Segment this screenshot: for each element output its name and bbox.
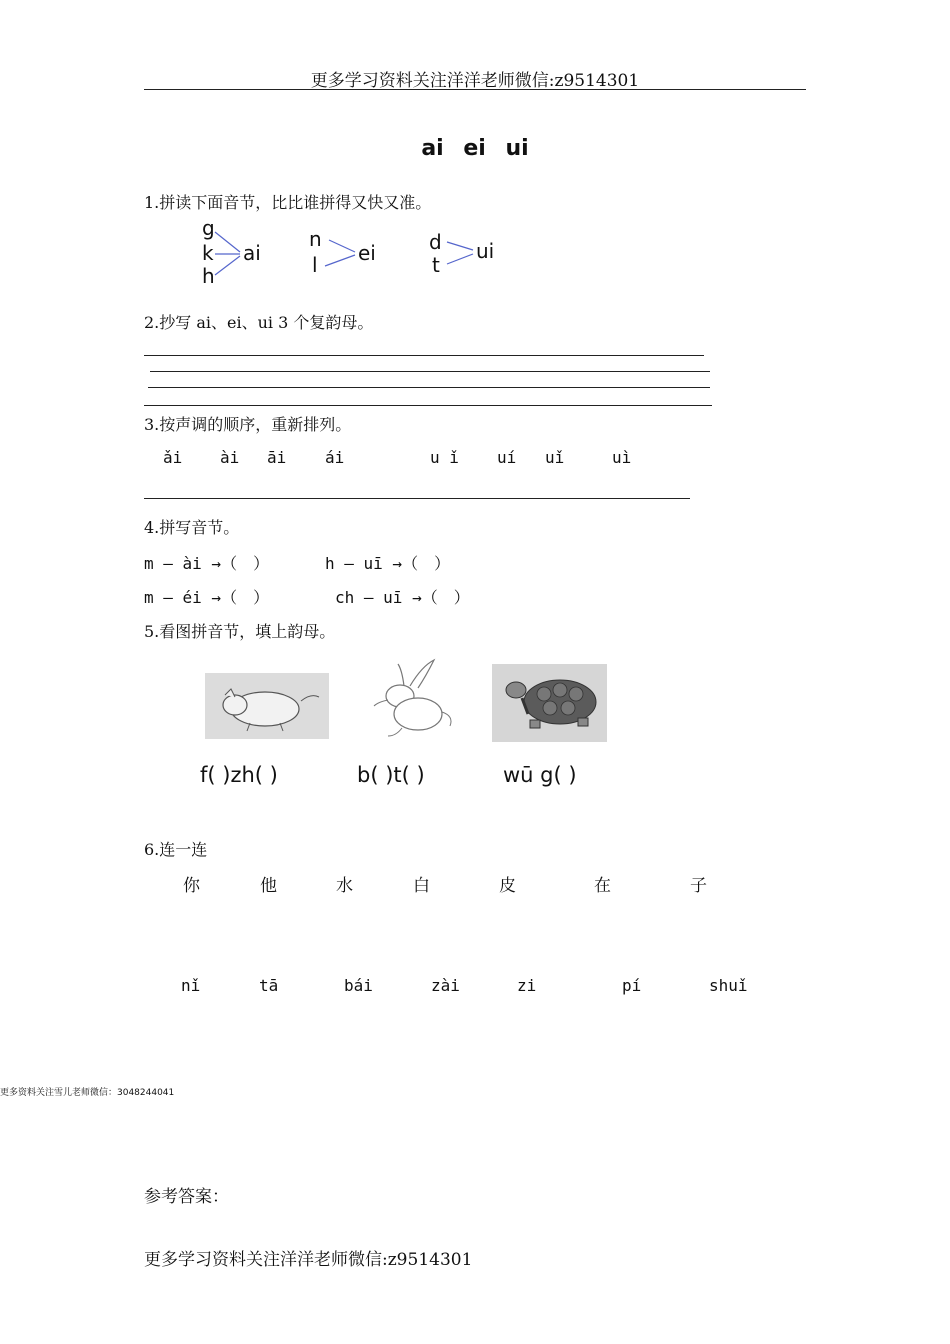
q3-answer-line (144, 498, 690, 499)
q6-character: 白 (413, 876, 430, 896)
q1-final-ai: ai (243, 241, 261, 265)
page-header: 更多学习资料关注洋洋老师微信:z9514301 (310, 71, 640, 91)
q1-initial-k: k (202, 241, 214, 265)
q6-character: 子 (690, 876, 707, 896)
q6-character: 你 (183, 876, 200, 896)
writing-line-2 (150, 371, 710, 372)
q3-item: ǎi (163, 448, 183, 467)
q3-item: āi (267, 448, 287, 467)
answer-heading: 参考答案： (144, 1187, 229, 1207)
q1-initial-n: n (309, 227, 322, 251)
q6-character: 在 (594, 876, 611, 896)
q3-item: u ǐ (430, 448, 459, 467)
q1-initial-l: l (312, 253, 318, 277)
q1-initial-h: h (202, 264, 215, 288)
q3-item: uì (612, 448, 632, 467)
q6-pinyin: zài (431, 976, 460, 995)
q1-initial-d: d (429, 230, 442, 254)
writing-line-3 (148, 387, 710, 388)
q6-character: 他 (260, 876, 277, 896)
q6-pinyin: tā (259, 976, 279, 995)
q6-pinyin: pí (622, 976, 642, 995)
page-title: ai ei ui (421, 136, 529, 161)
q1-prompt: 1.拼读下面音节，比比谁拼得又快又准。 (144, 193, 432, 212)
q5-blank-rabbit: b( )t( ) (357, 763, 425, 787)
q6-pinyin: bái (344, 976, 373, 995)
q6-pinyin: shuǐ (709, 976, 748, 995)
turtle-image (492, 664, 607, 742)
q3-item: ái (325, 448, 345, 467)
q5-blank-turtle: wū g( ) (503, 763, 577, 787)
pig-image (205, 673, 329, 739)
q1-final-ei: ei (358, 241, 376, 265)
q3-item: ài (220, 448, 240, 467)
q1-initial-t: t (432, 253, 440, 277)
small-footer-note: 更多资料关注雪儿老师微信：3048244041 (0, 1088, 175, 1098)
q6-pinyin: zi (517, 976, 537, 995)
q6-pinyin: nǐ (181, 976, 201, 995)
q5-blank-pig: f( )zh( ) (200, 763, 278, 787)
writing-line-4 (144, 405, 712, 406)
q4-exercise: m — éi →（ ） (144, 588, 270, 607)
q6-prompt: 6.连一连 (144, 840, 208, 859)
q1-initial-g: g (202, 216, 215, 240)
q5-prompt: 5.看图拼音节，填上韵母。 (144, 622, 336, 641)
header-rule (144, 89, 806, 90)
q4-exercise: m — ài →（ ） (144, 554, 270, 573)
q2-prompt: 2.抄写 ai、ei、ui 3 个复韵母。 (144, 313, 374, 332)
bottom-promo-line: 更多学习资料关注洋洋老师微信:z9514301 (144, 1250, 473, 1270)
q4-prompt: 4.拼写音节。 (144, 518, 240, 537)
q3-item: uǐ (545, 448, 565, 467)
q1-final-ui: ui (476, 239, 495, 263)
writing-line-1 (144, 355, 704, 356)
q4-exercise: ch — uī →（ ） (335, 588, 470, 607)
q4-exercise: h — uī →（ ） (325, 554, 451, 573)
q6-character: 皮 (499, 876, 516, 896)
q6-character: 水 (336, 876, 353, 896)
q3-item: uí (497, 448, 517, 467)
q1-syllable-groups (195, 218, 525, 290)
rabbit-image (352, 656, 462, 742)
q3-prompt: 3.按声调的顺序，重新排列。 (144, 415, 352, 434)
